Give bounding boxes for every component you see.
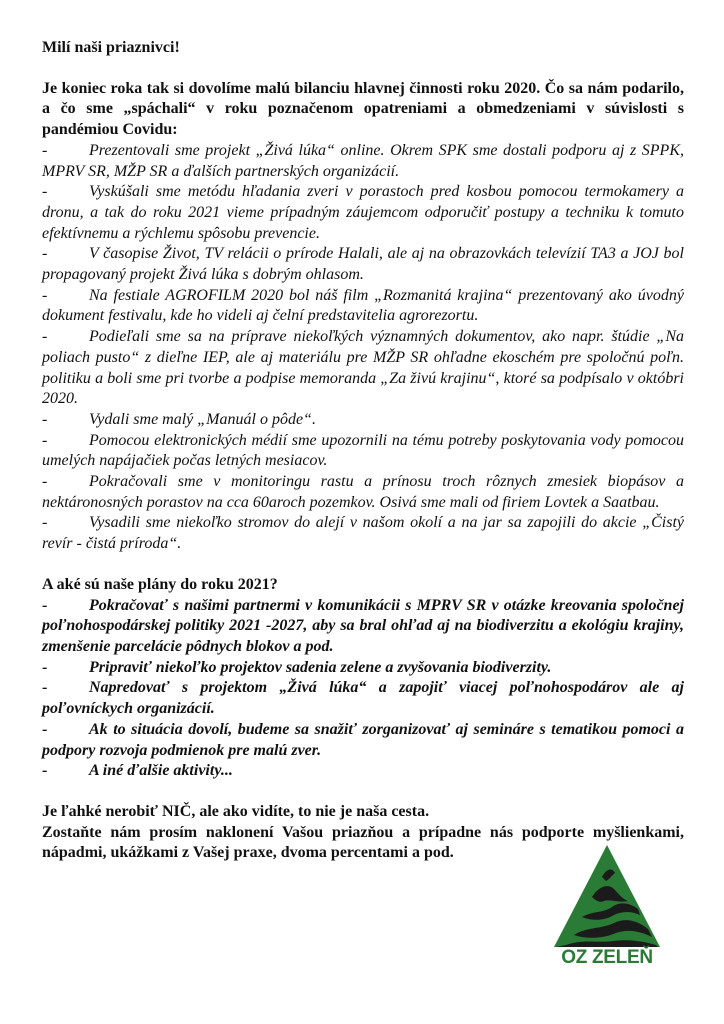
list-dash: - [42,141,48,159]
list-item-text: Vysadili sme niekoľko stromov do alejí v našom okolí a na jar sa zapojili do akcie „Čistý revír - čistá príroda“. [42,514,684,553]
logo-triangle-icon [552,843,662,951]
list-item-text: Napredovať s projektom „Živá lúka“ a zapojiť viacej poľnohospodárov ale aj poľovníckych organizácií. [42,679,684,718]
list-item-text: Podieľali sme sa na príprave niekoľkých významných dokumentov, ako napr. štúdie „Na poliach pusto“ z dieľne IEP, ale aj materiálu pre MŽP SR ohľadne ekoschém pre spoločnú poľn. politiku a boli sme pri tvorbe a podpise memoranda „Za živú krajinu“, ktoré sa podpísalo v októbri 2020. [42,328,684,408]
list-item-text: Pokračovať s našimi partnermi v komunikácii s MPRV SR v otázke kreovania spoločnej poľnohospodárskej politiky 2021 -2027, aby sa bral ohľad aj na biodiverzitu a ekológiu krajiny, zmenšenie parcelácie pôdnych blokov a pod. [42,596,684,655]
list-dash: - [42,679,48,697]
list-item [42,596,684,658]
list-dash: - [42,720,48,738]
list-item-text: Ak to situácia dovolí, budeme sa snažiť zorganizovať aj semináre s tematikou pomoci a podpory rozvoja podmienok pre malú zver. [42,720,684,759]
logo-text: OZ ZELEŇ [561,947,653,968]
list-dash: - [42,762,48,780]
list-dash: - [42,328,48,346]
closing-line-1: Je ľahké nerobiť NIČ, ale ako vidíte, to nie je naša cesta. [42,802,430,820]
intro-paragraph: Je koniec roka tak si dovolíme malú bilanciu hlavnej činnosti roku 2020. Čo sa nám podarilo, a čo sme „spáchali“ v roku poznačenom opatreniami a obmedzeniami v súvislosti s pandémiou Covidu: [42,79,684,139]
list-item [42,720,684,761]
greeting: Milí naši priaznivci! [42,39,180,56]
list-dash: - [42,473,48,491]
list-item-text: A iné ďalšie aktivity... [89,762,233,780]
list-item-text: Pokračovali sme v monitoringu rastu a prínosu troch rôznych zmesiek biopásov a nektáronosných porastov na cca 60aroch pozemkov. Osivá sme mali od firiem Lovtek a Saatbau. [42,473,684,511]
list-item [42,431,684,472]
list-dash: - [42,658,48,676]
list-dash: - [42,286,48,304]
list-item [42,286,684,327]
achievements-list [42,141,684,555]
list-dash: - [42,410,48,428]
letter [42,38,684,864]
list-dash: - [42,596,48,614]
closing-line-2: Zostaňte nám prosím naklonení Vašou priazňou a prípadne nás podporte myšlienkami, nápadmi, ukážkami z Vašej praxe, dvoma percentami a pod. [42,823,684,862]
list-item [42,244,684,285]
list-item [42,761,684,782]
list-item-text: Vyskúšali sme metódu hľadania zveri v porastoch pred kosbou pomocou termokamery a dronu, a tak do roku 2021 vieme prípadným záujemcom odporučiť postupy a techniku k tomuto efektívnemu a rýchlemu spôsobu prevencie. [42,183,684,242]
list-item-text: Pomocou elektronických médií sme upozornili na tému potreby poskytovania vody pomocou umelých napájačiek počas letných mesiacov. [42,431,684,470]
list-item [42,472,684,513]
list-item [42,410,684,431]
list-dash: - [42,245,48,263]
list-dash: - [42,514,48,532]
list-item [42,678,684,719]
list-dash: - [42,183,48,201]
list-item [42,513,684,554]
list-item-text: V časopise Život, TV relácii o prírode Halali, ale aj na obrazovkách televízií TA3 a JOJ bol propagovaný projekt Živá lúka s dobrým ohlasom. [42,245,684,284]
plans-list [42,596,684,782]
list-item [42,327,684,410]
plans-heading: A aké sú naše plány do roku 2021? [42,575,278,593]
list-item-text: Vydali sme malý „Manuál o pôde“. [89,410,316,428]
list-item-text: Na festiale AGROFILM 2020 bol náš film „Rozmanitá krajina“ prezentovaný ako úvodný dokument festivalu, kde ho videli aj čelní predstavitelia agrorezortu. [42,286,684,325]
list-item-text: Pripraviť niekoľko projektov sadenia zelene a zvyšovania biodiverzity. [89,658,552,676]
list-dash: - [42,431,48,449]
list-item [42,182,684,244]
list-item-text: Prezentovali sme projekt „Živá lúka“ online. Okrem SPK sme dostali podporu aj z SPPK, MPRV SR, MŽP SR a ďalších partnerských organizácií. [42,141,684,180]
list-item [42,141,684,182]
oz-zelen-logo [552,843,662,973]
list-item [42,658,684,679]
